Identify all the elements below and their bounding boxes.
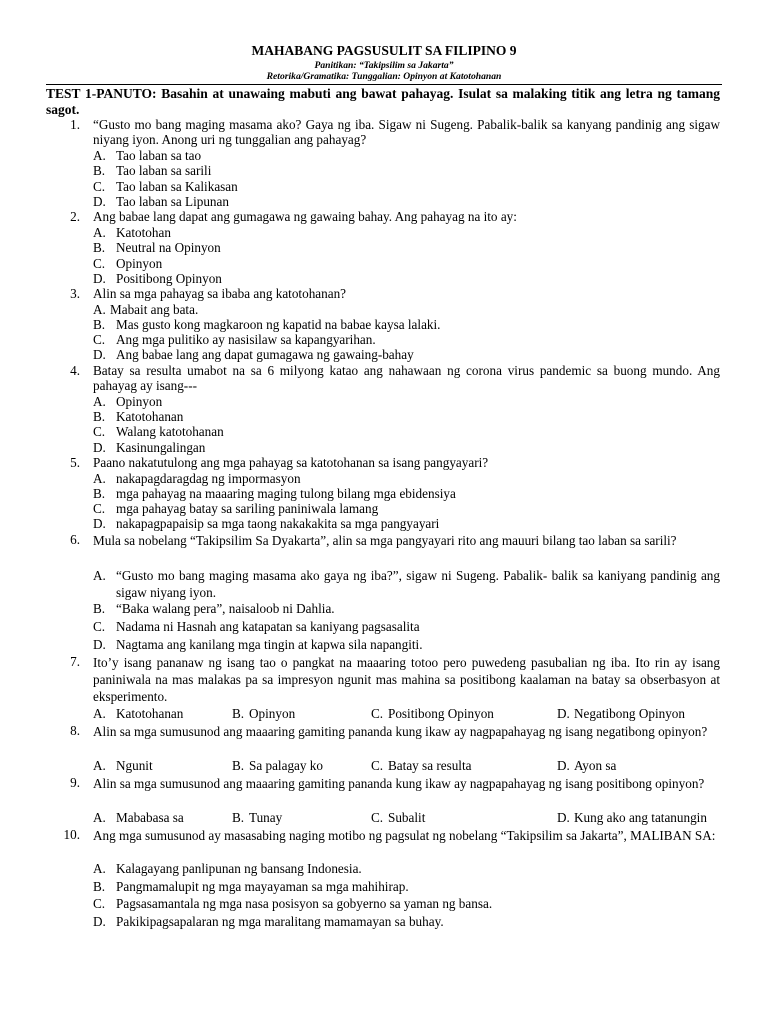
option-text: Tao laban sa sarili (116, 163, 212, 178)
grammar-subtitle: Retorika/Gramatika: Tunggalian: Opinyon at Katotohanan (266, 71, 502, 82)
option-text: Kung ako ang tatanungin (574, 810, 707, 825)
option-text: Mabait ang bata. (110, 302, 199, 317)
option-letter: B. (93, 601, 106, 616)
literature-subtitle: Panitikan: “Takipsilim sa Jakarta” (314, 60, 454, 71)
option-letter: C. (371, 758, 384, 773)
option-letter: C. (93, 256, 106, 271)
option-letter: D. (557, 706, 570, 721)
option-text: Pagsasamantala ng mga nasa posisyon sa gobyerno sa yaman ng bansa. (116, 896, 493, 911)
question-number: 10. (63, 827, 80, 842)
option-letter: D. (93, 637, 106, 652)
option-text: mga pahayag batay sa sariling paniniwala lamang (116, 501, 379, 516)
question-number: 6. (70, 532, 80, 547)
question-number: 4. (70, 363, 80, 378)
option-text: nakapagpapaisip sa mga taong nakakakita sa mga pangyayari (116, 516, 440, 531)
option-letter: A. (93, 302, 106, 317)
question-number: 9. (70, 775, 80, 790)
option-letter: C. (93, 619, 106, 634)
option-letter: A. (93, 861, 106, 876)
option-letter: B. (232, 758, 245, 773)
option-letter: D. (557, 758, 570, 773)
option-letter: D. (93, 347, 106, 362)
option-text: Ayon sa (574, 758, 617, 773)
option-text: Kasinungalingan (116, 440, 206, 455)
option-text: Ang mga pulitiko ay nasisilaw sa kapangyarihan. (116, 332, 376, 347)
option-text: Sa palagay ko (249, 758, 323, 773)
option-letter: D. (93, 914, 106, 929)
option-text: mga pahayag na maaaring maging tulong bilang mga ebidensiya (116, 486, 456, 501)
option-text: “Gusto mo bang maging masama ako gaya ng iba?”, sigaw ni Sugeng. Pabalik- balik sa kaniyang pandinig ang sigaw niyang iyon. (116, 568, 720, 600)
option-letter: C. (93, 179, 106, 194)
option-text: Batay sa resulta (388, 758, 472, 773)
option-letter: B. (93, 409, 106, 424)
question-number: 2. (70, 209, 80, 224)
option-letter: B. (232, 706, 245, 721)
option-text: Opinyon (116, 256, 163, 271)
option-letter: A. (93, 568, 106, 583)
option-letter: D. (93, 516, 106, 531)
option-letter: D. (93, 271, 106, 286)
option-text: Nadama ni Hasnah ang katapatan sa kaniyang pagsasalita (116, 619, 420, 634)
option-letter: D. (93, 440, 106, 455)
option-letter: C. (93, 896, 106, 911)
question-number: 3. (70, 286, 80, 301)
question-number: 7. (70, 654, 80, 669)
option-letter: A. (93, 810, 106, 825)
option-text: Nagtama ang kanilang mga tingin at kapwa sila napangiti. (116, 637, 423, 652)
option-letter: C. (93, 501, 106, 516)
question-number: 1. (70, 117, 80, 132)
question-text: Batay sa resulta umabot na sa 6 milyong katao ang nahawaan ng corona virus pandemic sa buong mundo. Ang pahayag ay isang--- (93, 363, 720, 394)
option-text: nakapagdaragdag ng impormasyon (116, 471, 301, 486)
option-text: Katotohan (116, 225, 171, 240)
option-letter: B. (93, 879, 106, 894)
option-letter: A. (93, 394, 106, 409)
option-text: Positibong Opinyon (116, 271, 222, 286)
option-text: Katotohanan (116, 409, 184, 424)
question-text: Mula sa nobelang “Takipsilim Sa Dyakarta”, alin sa mga pangyayari rito ang mauuri bilang tao laban sa sarili? (93, 533, 677, 548)
question-number: 5. (70, 455, 80, 470)
option-text: Katotohanan (116, 706, 184, 721)
option-letter: B. (93, 163, 106, 178)
question-text: Alin sa mga pahayag sa ibaba ang katotohanan? (93, 286, 347, 301)
option-letter: B. (93, 317, 106, 332)
option-letter: A. (93, 706, 106, 721)
option-text: Positibong Opinyon (388, 706, 494, 721)
question-number: 8. (70, 723, 80, 738)
option-letter: A. (93, 225, 106, 240)
option-letter: D. (557, 810, 570, 825)
question-text: Paano nakatutulong ang mga pahayag sa katotohanan sa isang pangyayari? (93, 455, 489, 470)
question-text: Ito’y isang pananaw ng isang tao o pangkat na maaaring totoo pero puwedeng pasubalian ng iba. Ito rin ay isang paniniwala na mas malakas pa sa impresyon ngunit mas mahina sa positibong kaalaman na batay sa obserbasyon at eksperimento. (93, 655, 720, 704)
question-text: Alin sa mga sumusunod ang maaaring gamiting pananda kung ikaw ay nagpapahayag ng isang positibong opinyon? (93, 776, 705, 791)
header-divider (46, 84, 722, 85)
option-text: Tao laban sa Lipunan (116, 194, 229, 209)
option-letter: C. (371, 706, 384, 721)
option-letter: B. (93, 486, 106, 501)
option-letter: C. (93, 424, 106, 439)
option-text: Mababasa sa (116, 810, 184, 825)
option-text: Ngunit (116, 758, 153, 773)
question-text: “Gusto mo bang maging masama ako? Gaya ng iba. Sigaw ni Sugeng. Pabalik-balik sa kanyang pandinig ang sigaw niyang iyon. Anong uri ng tunggalian ang pahayag? (93, 117, 720, 148)
option-letter: B. (93, 240, 106, 255)
page-title: MAHABANG PAGSUSULIT SA FILIPINO 9 (251, 43, 517, 58)
option-text: Mas gusto kong magkaroon ng kapatid na babae kaysa lalaki. (116, 317, 441, 332)
question-text: Ang babae lang dapat ang gumagawa ng gawaing bahay. Ang pahayag na ito ay: (93, 209, 517, 224)
test-instructions: TEST 1-PANUTO: Basahin at unawaing mabuti ang bawat pahayag. Isulat sa malaking titik ang letra ng tamang sagot. (46, 86, 720, 117)
option-text: Walang katotohanan (116, 424, 224, 439)
option-letter: A. (93, 148, 106, 163)
option-letter: B. (232, 810, 245, 825)
option-letter: A. (93, 758, 106, 773)
option-letter: C. (371, 810, 384, 825)
option-text: Ang babae lang ang dapat gumagawa ng gawaing-bahay (116, 347, 414, 362)
option-letter: A. (93, 471, 106, 486)
option-text: Tunay (249, 810, 283, 825)
question-text: Alin sa mga sumusunod ang maaaring gamiting pananda kung ikaw ay nagpapahayag ng isang negatibong opinyon? (93, 724, 708, 739)
option-text: Opinyon (249, 706, 296, 721)
option-text: Opinyon (116, 394, 163, 409)
option-text: Kalagayang panlipunan ng bansang Indonesia. (116, 861, 362, 876)
option-letter: C. (93, 332, 106, 347)
option-text: Pangmamalupit ng mga mayayaman sa mga mahihirap. (116, 879, 409, 894)
option-text: Tao laban sa tao (116, 148, 202, 163)
option-text: Pakikipagsapalaran ng mga maralitang mamamayan sa buhay. (116, 914, 444, 929)
option-text: Tao laban sa Kalikasan (116, 179, 238, 194)
option-text: Neutral na Opinyon (116, 240, 221, 255)
option-letter: D. (93, 194, 106, 209)
option-text: “Baka walang pera”, naisaloob ni Dahlia. (116, 601, 335, 616)
option-text: Subalit (388, 810, 426, 825)
option-text: Negatibong Opinyon (574, 706, 685, 721)
question-text: Ang mga sumusunod ay masasabing naging motibo ng pagsulat ng nobelang “Takipsilim sa Jakarta”, MALIBAN SA: (93, 828, 716, 843)
